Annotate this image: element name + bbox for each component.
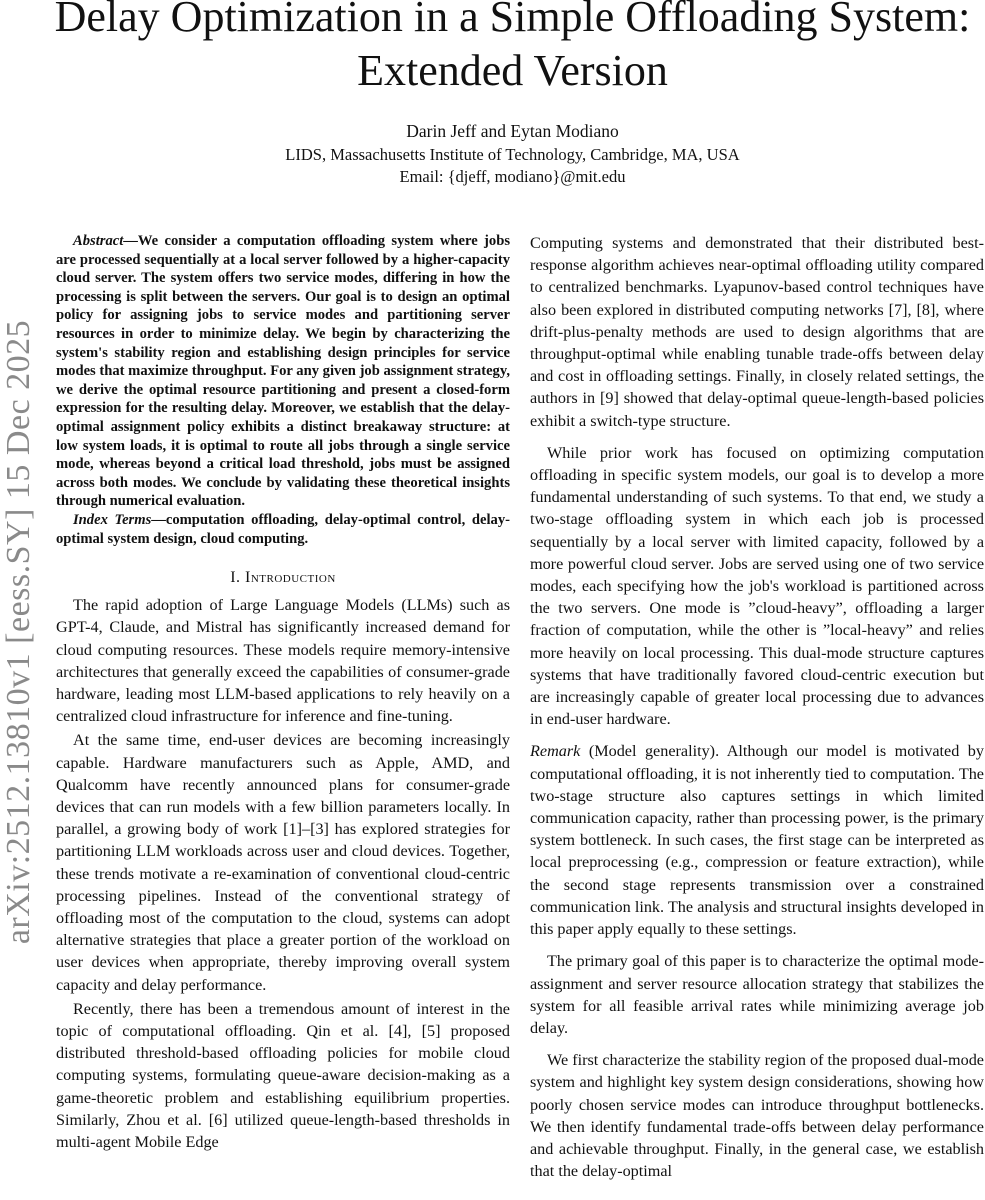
body-paragraph: The rapid adoption of Large Language Models (LLMs) such as GPT-4, Claude, and Mistral has significantly increased demand for cloud computing resources. These models require memory-intensive architectures that generally exceed the capabilities of consumer-grade hardware, leading most LLM-based applications to rely heavily on a centralized cloud infrastructure for inference and fine-tuning. [56, 596, 510, 726]
body-paragraph: We first characterize the stability region of the proposed dual-mode system and highlight key system design considerations, showing how poorly chosen service modes can introduce throughput bottlenecks. We then identify fundamental trade-offs between delay performance and achievable throughput. Finally, in the general case, we establish that the delay-optimal [530, 1051, 984, 1181]
paper-authors: Darin Jeff and Eytan Modiano [406, 121, 619, 141]
body-paragraph: The primary goal of this paper is to characterize the optimal mode-assignment and server resource allocation strategy that stabilizes the system for all feasible arrival rates while minimizing average job delay. [530, 952, 984, 1037]
body-paragraph: At the same time, end-user devices are becoming increasingly capable. Hardware manufacturers such as Apple, AMD, and Qualcomm have recently announced plans for consumer-grade devices that can run models with a few billion parameters locally. In parallel, a growing body of work [1]–[3] has explored strategies for partitioning LLM workloads across user and cloud devices. Together, these trends motivate a re-examination of conventional cloud-centric processing pipelines. Instead of the conventional strategy of offloading most of the computation to the cloud, systems can adopt alternative strategies that place a greater portion of the workload on user devices when appropriate, thereby improving overall system capacity and delay performance. [56, 731, 510, 994]
abstract-label: Abstract [73, 233, 124, 249]
index-terms [56, 511, 510, 548]
arxiv-identifier-text: arXiv:2512.13810v1 [eess.SY] 15 Dec 2025 [0, 319, 38, 945]
paper-affiliation: LIDS, Massachusetts Institute of Technology, Cambridge, MA, USA [285, 145, 740, 164]
abstract [56, 232, 510, 511]
paper-title: Delay Optimization in a Simple Offloading System: Extended Version [54, 0, 971, 95]
remark-text: (Model generality). Although our model is motivated by computational offloading, it is not inherently tied to computation. The two-stage structure also captures settings in which limited communication capacity, rather than processing power, is the primary system bottleneck. In such cases, the first stage can be interpreted as local preprocessing (e.g., compression or feature extraction), while the second stage represents transmission over a constrained communication link. The analysis and structural insights developed in this paper apply equally to these settings. [530, 742, 984, 939]
right-column [530, 232, 984, 1200]
remark-paragraph [530, 740, 984, 940]
abstract-text: —We consider a computation offloading system where jobs are processed sequentially at a local server followed by a higher-capacity cloud server. The system offers two service modes, differing in how the processing is split between the servers. Our goal is to design an optimal policy for assigning jobs to service modes and partitioning server resources in order to minimize delay. We begin by characterizing the system's stability region and establishing design principles for service modes that maximize throughput. For any given job assignment strategy, we derive the optimal resource partitioning and present a closed-form expression for the resulting delay. Moreover, we establish that the delay-optimal assignment policy exhibits a distinct breakaway structure: at low system loads, it is optimal to route all jobs through a single service mode, whereas beyond a critical load threshold, jobs must be assigned across both modes. We conclude by validating these theoretical insights through numerical evaluation. [56, 233, 510, 510]
paper-email: Email: {djeff, modiano}@mit.edu [399, 167, 626, 186]
index-terms-label: Index Terms [73, 511, 152, 528]
arxiv-identifier [0, 292, 38, 972]
index-terms-text: —computation offloading, delay-optimal control, delay-optimal system design, cloud computing. [56, 511, 510, 547]
left-column [56, 232, 510, 1200]
body-paragraph: Recently, there has been a tremendous amount of interest in the topic of computational offloading. Qin et al. [4], [5] proposed distributed threshold-based offloading policies for mobile cloud computing systems, formulating queue-aware decision-making as a game-theoretic problem and establishing equilibrium properties. Similarly, Zhou et al. [6] utilized queue-length-based thresholds in multi-agent Mobile Edge [56, 999, 510, 1151]
remark-label: Remark [530, 742, 581, 761]
body-paragraph: Computing systems and demonstrated that their distributed best-response algorithm achieves near-optimal offloading utility compared to centralized benchmarks. Lyapunov-based control techniques have also been explored in distributed computing networks [7], [8], where drift-plus-penalty methods are used to design algorithms that are throughput-optimal while enabling tunable trade-offs between delay and cost in offloading settings. Finally, in closely related settings, the authors in [9] showed that delay-optimal queue-length-based policies exhibit a switch-type structure. [530, 234, 984, 430]
section-heading-introduction: I. Introduction [230, 569, 336, 587]
body-paragraph: While prior work has focused on optimizing computation offloading in specific system models, our goal is to develop a more fundamental understanding of such systems. To that end, we study a two-stage offloading system in which each job is processed sequentially by a local server with limited capacity, followed by a more powerful cloud server. Jobs are served using one of two service modes, each specifying how the job's workload is partitioned across the two servers. One mode is ”cloud-heavy”, offloading a larger fraction of computation, while the other is ”local-heavy” and relies more heavily on local processing. This dual-mode structure captures systems that have traditionally favored cloud-centric execution but are increasingly capable of greater local processing due to advances in end-user hardware. [530, 443, 984, 729]
